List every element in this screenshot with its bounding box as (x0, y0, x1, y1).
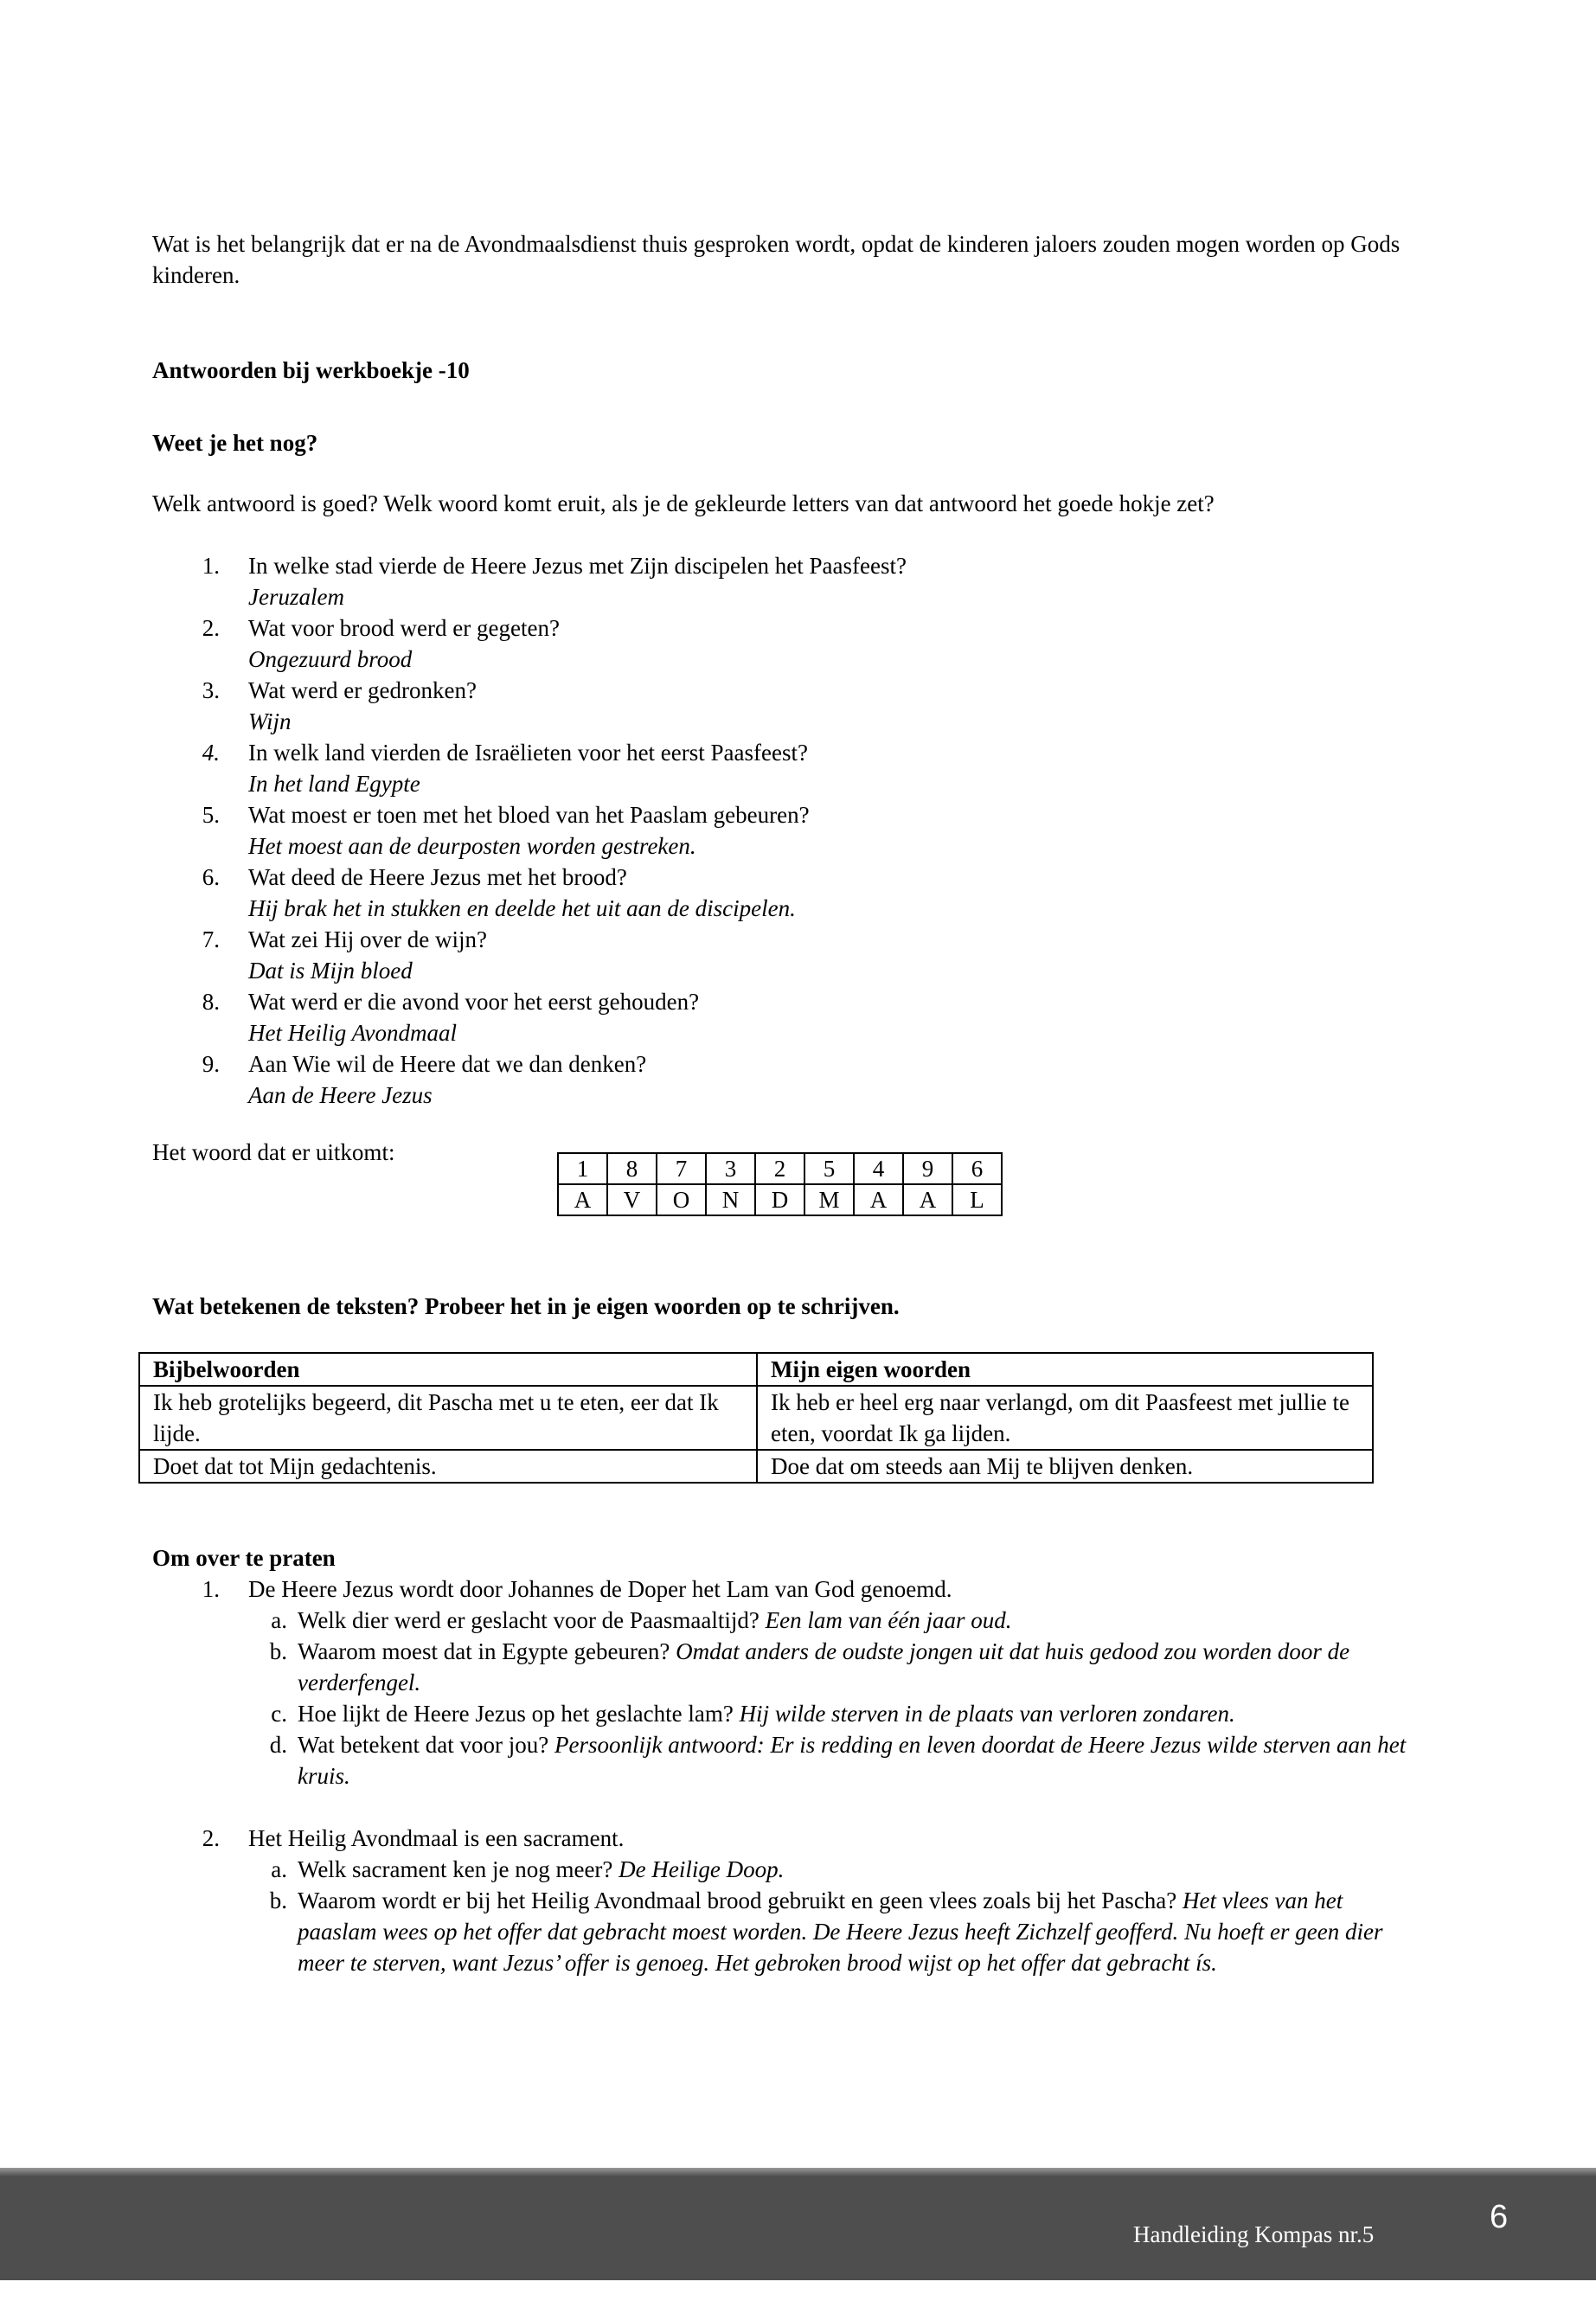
word-letter-cell: V (607, 1184, 657, 1215)
praten-sub-answer: Een lam van één jaar oud. (765, 1607, 1012, 1633)
quiz-question: Wat moest er toen met het bloed van het Paaslam gebeuren? (248, 802, 810, 828)
spacer (152, 1791, 1415, 1823)
praten-subitem (152, 1854, 1415, 1885)
eigen-cell: Ik heb er heel erg naar verlangd, om dit Paasfeest met jullie te eten, voordat Ik ga lijden. (757, 1386, 1373, 1450)
word-letter-cell: M (804, 1184, 854, 1215)
quiz-question: Wat deed de Heere Jezus met het brood? (248, 864, 627, 890)
praten-sub-question: Waarom wordt er bij het Heilig Avondmaal brood gebruikt en geen vlees zoals bij het Pascha? (298, 1888, 1177, 1913)
quiz-question: In welk land vierden de Israëlieten voor het eerst Paasfeest? (248, 740, 808, 766)
word-number-cell: 5 (804, 1153, 854, 1184)
word-numbers-row (558, 1153, 1002, 1184)
quiz-answer: In het land Egypte (248, 771, 420, 797)
bijbel-row (139, 1386, 1373, 1450)
quiz-number: 8. (202, 989, 220, 1015)
praten-sub-answer: Omdat anders de oudste jongen uit dat huis gedood zou worden door de verderfengel. (298, 1638, 1350, 1695)
praten-sub-question: Wat betekent dat voor jou? (298, 1732, 549, 1758)
praten-sub-question: Waarom moest dat in Egypte gebeuren? (298, 1638, 670, 1664)
page-number: 6 (1490, 2199, 1509, 2235)
word-number-cell: 9 (903, 1153, 952, 1184)
praten-number: 1. (202, 1576, 220, 1602)
word-letter-cell: O (657, 1184, 706, 1215)
answers-heading: Antwoorden bij werkboekje -10 (152, 357, 470, 383)
praten-sub-letter: a. (271, 1856, 287, 1882)
praten-subitem (152, 1636, 1415, 1698)
quiz-item (152, 675, 1433, 737)
weet-instruction: Welk antwoord is goed? Welk woord komt eruit, als je de gekleurde letters van dat antwoord het goede hokje zet? (152, 490, 1215, 516)
word-letter-cell: L (952, 1184, 1002, 1215)
quiz-item (152, 1048, 1433, 1111)
quiz-answer: Ongezuurd brood (248, 646, 413, 672)
quiz-number: 6. (202, 864, 220, 890)
word-number-cell: 8 (607, 1153, 657, 1184)
praten-item (152, 1574, 1415, 1605)
bijbel-cell: Ik heb grotelijks begeerd, dit Pascha met u te eten, eer dat Ik lijde. (139, 1386, 757, 1450)
praten-sub-question: Welk dier werd er geslacht voor de Paasmaaltijd? (298, 1607, 760, 1633)
praten-sub-answer: De Heilige Doop. (619, 1856, 785, 1882)
bijbel-header-row (139, 1353, 1373, 1386)
bijbel-header-cell: Bijbelwoorden (139, 1353, 757, 1386)
quiz-number: 5. (202, 802, 220, 828)
quiz-answer: Het Heilig Avondmaal (248, 1020, 457, 1046)
word-letter-cell: A (903, 1184, 952, 1215)
word-letters-row (558, 1184, 1002, 1215)
bijbel-cell: Doet dat tot Mijn gedachtenis. (139, 1450, 757, 1483)
bijbel-header-cell: Mijn eigen woorden (757, 1353, 1373, 1386)
quiz-question: Wat voor brood werd er gegeten? (248, 615, 560, 641)
quiz-question: Wat werd er gedronken? (248, 677, 477, 703)
word-number-cell: 1 (558, 1153, 607, 1184)
praten-sub-question: Welk sacrament ken je nog meer? (298, 1856, 613, 1882)
word-number-cell: 2 (755, 1153, 804, 1184)
praten-sub-answer: Persoonlijk antwoord: Er is redding en leven doordat de Heere Jezus wilde sterven aan het kruis. (298, 1732, 1407, 1789)
praten-sub-letter: b. (269, 1888, 287, 1913)
quiz-number: 1. (202, 553, 220, 579)
weet-heading: Weet je het nog? (152, 430, 318, 456)
quiz-answer: Wijn (248, 708, 292, 734)
praten-heading: Om over te praten (152, 1545, 336, 1571)
word-letter-cell: N (706, 1184, 755, 1215)
word-number-cell: 3 (706, 1153, 755, 1184)
quiz-question: Wat werd er die avond voor het eerst gehouden? (248, 989, 700, 1015)
quiz-number: 7. (202, 926, 220, 952)
praten-sub-question: Hoe lijkt de Heere Jezus op het geslachte lam? (298, 1701, 734, 1727)
word-label: Het woord dat er uitkomt: (152, 1139, 395, 1165)
quiz-answer: Hij brak het in stukken en deelde het uit aan de discipelen. (248, 895, 796, 921)
quiz-item (152, 737, 1433, 799)
word-letter-cell: A (558, 1184, 607, 1215)
quiz-item (152, 862, 1433, 924)
quiz-answer: Dat is Mijn bloed (248, 958, 413, 984)
praten-text: Het Heilig Avondmaal is een sacrament. (248, 1825, 625, 1851)
praten-subitem (152, 1729, 1415, 1791)
quiz-number: 9. (202, 1051, 220, 1077)
footer-title: Handleiding Kompas nr.5 (1133, 2221, 1375, 2247)
word-letter-cell: A (854, 1184, 903, 1215)
quiz-item (152, 550, 1433, 612)
quiz-question: Aan Wie wil de Heere dat we dan denken? (248, 1051, 647, 1077)
teksten-heading: Wat betekenen de teksten? Probeer het in je eigen woorden op te schrijven. (152, 1293, 900, 1319)
praten-sub-answer: Het vlees van het paaslam wees op het offer dat gebracht moest worden. De Heere Jezus heeft Zichzelf geofferd. Nu hoeft er geen dier meer te sterven, want Jezus’ offer is genoeg. Het gebroken brood wijst op het offer dat gebracht ís. (298, 1888, 1383, 1976)
word-number-cell: 7 (657, 1153, 706, 1184)
quiz-item (152, 799, 1433, 862)
word-number-cell: 6 (952, 1153, 1002, 1184)
word-table (557, 1152, 1003, 1216)
quiz-item (152, 986, 1433, 1048)
quiz-answer: Jeruzalem (248, 584, 344, 610)
footer-bar-edge (0, 2168, 1596, 2176)
praten-sub-letter: d. (269, 1732, 287, 1758)
praten-sub-answer: Hij wilde sterven in de plaats van verloren zondaren. (739, 1701, 1235, 1727)
praten-subitem (152, 1605, 1415, 1636)
praten-item (152, 1823, 1415, 1854)
bijbel-row (139, 1450, 1373, 1483)
quiz-number: 4. (202, 740, 220, 766)
praten-subitem (152, 1698, 1415, 1729)
praten-text: De Heere Jezus wordt door Johannes de Doper het Lam van God genoemd. (248, 1576, 952, 1602)
quiz-number: 2. (202, 615, 220, 641)
quiz-list (152, 550, 1433, 1111)
word-letter-cell: D (755, 1184, 804, 1215)
praten-subitem (152, 1885, 1415, 1978)
quiz-answer: Het moest aan de deurposten worden gestreken. (248, 833, 696, 859)
quiz-question: In welke stad vierde de Heere Jezus met Zijn discipelen het Paasfeest? (248, 553, 907, 579)
bijbel-table (138, 1352, 1374, 1484)
praten-sub-letter: b. (269, 1638, 287, 1664)
quiz-item (152, 924, 1433, 986)
praten-list (152, 1574, 1415, 1978)
praten-sub-letter: c. (271, 1701, 287, 1727)
quiz-item (152, 612, 1433, 675)
praten-sub-letter: a. (271, 1607, 287, 1633)
word-number-cell: 4 (854, 1153, 903, 1184)
intro-paragraph: Wat is het belangrijk dat er na de Avondmaalsdienst thuis gesproken wordt, opdat de kinderen jaloers zouden mogen worden op Gods kinderen. (152, 231, 1401, 288)
praten-number: 2. (202, 1825, 220, 1851)
quiz-number: 3. (202, 677, 220, 703)
quiz-answer: Aan de Heere Jezus (248, 1082, 433, 1108)
eigen-cell: Doe dat om steeds aan Mij te blijven denken. (757, 1450, 1373, 1483)
quiz-question: Wat zei Hij over de wijn? (248, 926, 487, 952)
